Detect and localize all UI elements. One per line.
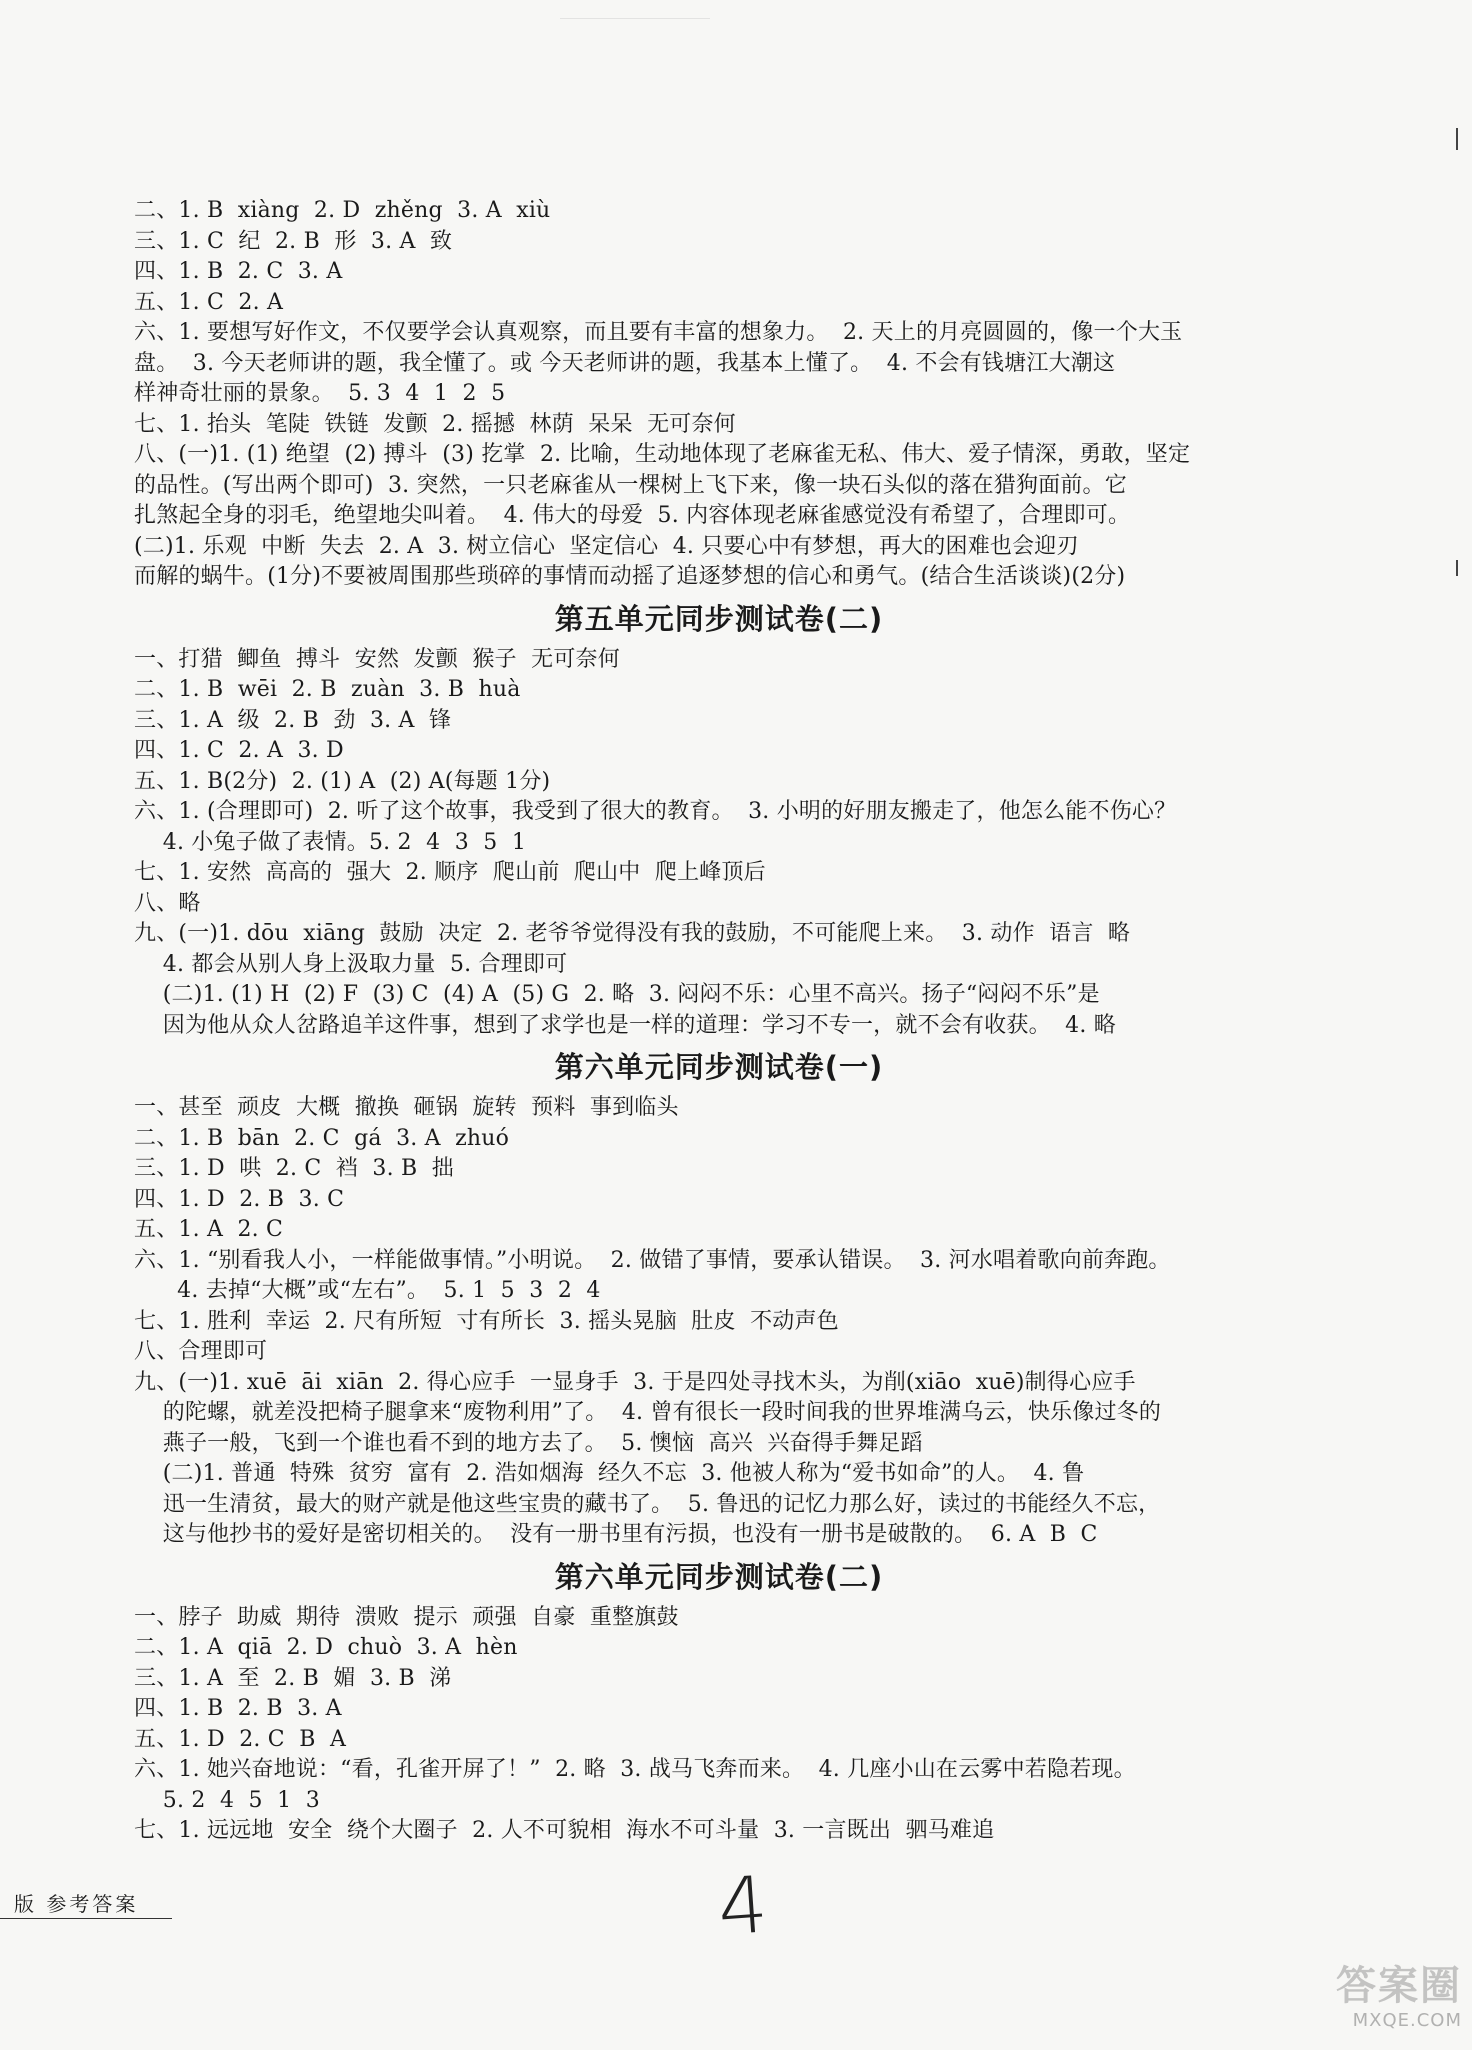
section (134, 1553, 1304, 1847)
answer-line: 的品性。(写出两个即可) 3. 突然，一只老麻雀从一棵树上飞下来，像一块石头似的落在猎狗面前。它 (134, 472, 1127, 498)
answer-line: 二、1. B xiàng 2. D zhěng 3. A xiù (134, 198, 551, 223)
answer-line: (二)1. 普通 特殊 贫穷 富有 2. 浩如烟海 经久不忘 3. 他被人称为“爱书如命”的人。 4. 鲁 (134, 1461, 1085, 1486)
answer-line: 七、1. 安然 高高的 强大 2. 顺序 爬山前 爬山中 爬上峰顶后 (134, 860, 766, 885)
answer-line: 因为他从众人岔路追羊这件事，想到了求学也是一样的道理：学习不专一，就不会有收获。 4. 略 (134, 1012, 1116, 1038)
answer-line: 七、1. 胜利 幸运 2. 尺有所短 寸有所长 3. 摇头晃脑 肚皮 不动声色 (134, 1308, 839, 1334)
answer-line: 五、1. A 2. C (134, 1217, 284, 1242)
edge-mark (1456, 560, 1458, 576)
answer-line: 五、1. C 2. A (134, 289, 284, 315)
answer-line: 四、1. B 2. C 3. A (134, 259, 343, 284)
answer-line: 四、1. C 2. A 3. D (134, 738, 344, 763)
section-heading: 第五单元同步测试卷(二) (554, 601, 884, 636)
footer-rule (0, 1918, 172, 1919)
footer-label: 版 参考答案 (14, 1892, 139, 1916)
answer-line: 三、1. C 纪 2. B 形 3. A 致 (134, 228, 453, 254)
answer-line: 扎煞起全身的羽毛，绝望地尖叫着。 4. 伟大的母爱 5. 内容体现老麻雀感觉没有希望了，合理即可。 (134, 503, 1131, 528)
answer-line: 九、(一)1. xuē āi xiān 2. 得心应手 一显身手 3. 于是四处寻找木头，为削(xiāo xuē)制得心应手 (134, 1369, 1136, 1395)
answer-line: (二)1. 乐观 中断 失去 2. A 3. 树立信心 坚定信心 4. 只要心中有梦想，再大的困难也会迎刃 (134, 533, 1079, 559)
answer-content (134, 196, 1304, 1847)
answer-line: 二、1. B bān 2. C gá 3. A zhuó (134, 1125, 510, 1151)
answer-line: 4. 都会从别人身上汲取力量 5. 合理即可 (134, 951, 568, 977)
answer-line: 四、1. B 2. B 3. A (134, 1696, 342, 1721)
answer-line: 八、(一)1. (1) 绝望 (2) 搏斗 (3) 扢掌 2. 比喻，生动地体现了老麻雀无私、伟大、爱子情深，勇敢，坚定 (134, 442, 1191, 467)
answer-line: 六、1. 她兴奋地说：“看，孔雀开屏了！” 2. 略 3. 战马飞奔而来。 4. 几座小山在云雾中若隐若现。 (134, 1757, 1136, 1782)
watermark-logo: 答案圈 (1336, 1963, 1462, 2009)
answer-line: 迅一生清贫，最大的财产就是他这些宝贵的藏书了。 5. 鲁迅的记忆力那么好，读过的书能经久不忘， (134, 1491, 1161, 1517)
answer-line: 三、1. A 至 2. B 媚 3. B 涕 (134, 1665, 452, 1691)
answer-line: 五、1. D 2. C B A (134, 1726, 347, 1752)
section (134, 1043, 1304, 1551)
edge-mark (1456, 128, 1458, 150)
watermark-url: MXQE.COM (1352, 2010, 1462, 2031)
page-number: 4 (714, 1860, 771, 1954)
answer-line: 这与他抄书的爱好是密切相关的。 没有一册书里有污损，也没有一册书是破散的。 6. A B C (134, 1522, 1098, 1547)
section-heading: 第六单元同步测试卷(二) (554, 1559, 884, 1594)
answer-line: 而解的蜗牛。(1分)不要被周围那些琐碎的事情而动摇了追逐梦想的信心和勇气。(结合生活谈谈)(2分) (134, 564, 1126, 589)
section-heading: 第六单元同步测试卷(一) (554, 1050, 884, 1084)
answer-line: 六、1. “别看我人小，一样能做事情。”小明说。 2. 做错了事情，要承认错误。 3. 河水唱着歌向前奔跑。 (134, 1247, 1171, 1273)
answer-line: 二、1. B wēi 2. B zuàn 3. B huà (134, 677, 521, 702)
answer-line: 5. 2 4 5 1 3 (134, 1787, 320, 1813)
answer-line: 的陀螺，就差没把椅子腿拿来“废物利用”了。 4. 曾有很长一段时间我的世界堆满乌云，快乐像过冬的 (134, 1400, 1162, 1425)
answer-line: 一、脖子 助威 期待 溃败 提示 顽强 自豪 重整旗鼓 (134, 1604, 679, 1630)
answer-line: 4. 小兔子做了表情。5. 2 4 3 5 1 (134, 829, 527, 855)
answer-line: 一、甚至 顽皮 大概 撤换 砸锅 旋转 预料 事到临头 (134, 1095, 679, 1120)
section (134, 196, 1304, 593)
answer-line: 六、1. (合理即可) 2. 听了这个故事，我受到了很大的教育。 3. 小明的好朋友搬走了，他怎么能不伤心？ (134, 799, 1177, 824)
answer-line: 八、略 (134, 890, 201, 916)
answer-line: 一、打猎 鲫鱼 搏斗 安然 发颤 猴子 无可奈何 (134, 646, 620, 672)
answer-line: 盘。 3. 今天老师讲的题，我全懂了。或 今天老师讲的题，我基本上懂了。 4. 不会有钱塘江大潮这 (134, 350, 1116, 376)
answer-line: 七、1. 抬头 笔陡 铁链 发颤 2. 摇撼 林荫 呆呆 无可奈何 (134, 411, 736, 437)
answer-line: (二)1. (1) H (2) F (3) C (4) A (5) G 2. 略 3. 闷闷不乐：心里不高兴。扬子“闷闷不乐”是 (134, 982, 1100, 1007)
answer-line: 燕子一般，飞到一个谁也看不到的地方去了。 5. 懊恼 高兴 兴奋得手舞足蹈 (134, 1430, 923, 1456)
answer-line: 二、1. A qiā 2. D chuò 3. A hèn (134, 1635, 518, 1660)
watermark (1317, 1962, 1462, 2040)
answer-line: 三、1. D 哄 2. C 裆 3. B 拙 (134, 1156, 454, 1181)
answer-line: 八、合理即可 (134, 1339, 268, 1364)
top-smudge (560, 0, 710, 19)
answer-line: 五、1. B(2分) 2. (1) A (2) A(每题 1分) (134, 768, 551, 794)
section (134, 595, 1304, 1042)
answer-line: 4. 去掉“大概”或“左右”。 5. 1 5 3 2 4 (134, 1278, 601, 1303)
answer-line: 九、(一)1. dōu xiāng 鼓励 决定 2. 老爷爷觉得没有我的鼓励，不可能爬上来。 3. 动作 语言 略 (134, 921, 1131, 946)
answer-line: 六、1. 要想写好作文，不仅要学会认真观察，而且要有丰富的想象力。 2. 天上的月亮圆圆的，像一个大玉 (134, 320, 1183, 345)
answer-line: 七、1. 远远地 安全 绕个大圈子 2. 人不可貌相 海水不可斗量 3. 一言既出 驷马难追 (134, 1818, 995, 1843)
answer-line: 三、1. A 级 2. B 劲 3. A 锋 (134, 707, 452, 733)
answer-line: 四、1. D 2. B 3. C (134, 1186, 345, 1212)
answer-line: 样神奇壮丽的景象。 5. 3 4 1 2 5 (134, 381, 506, 406)
